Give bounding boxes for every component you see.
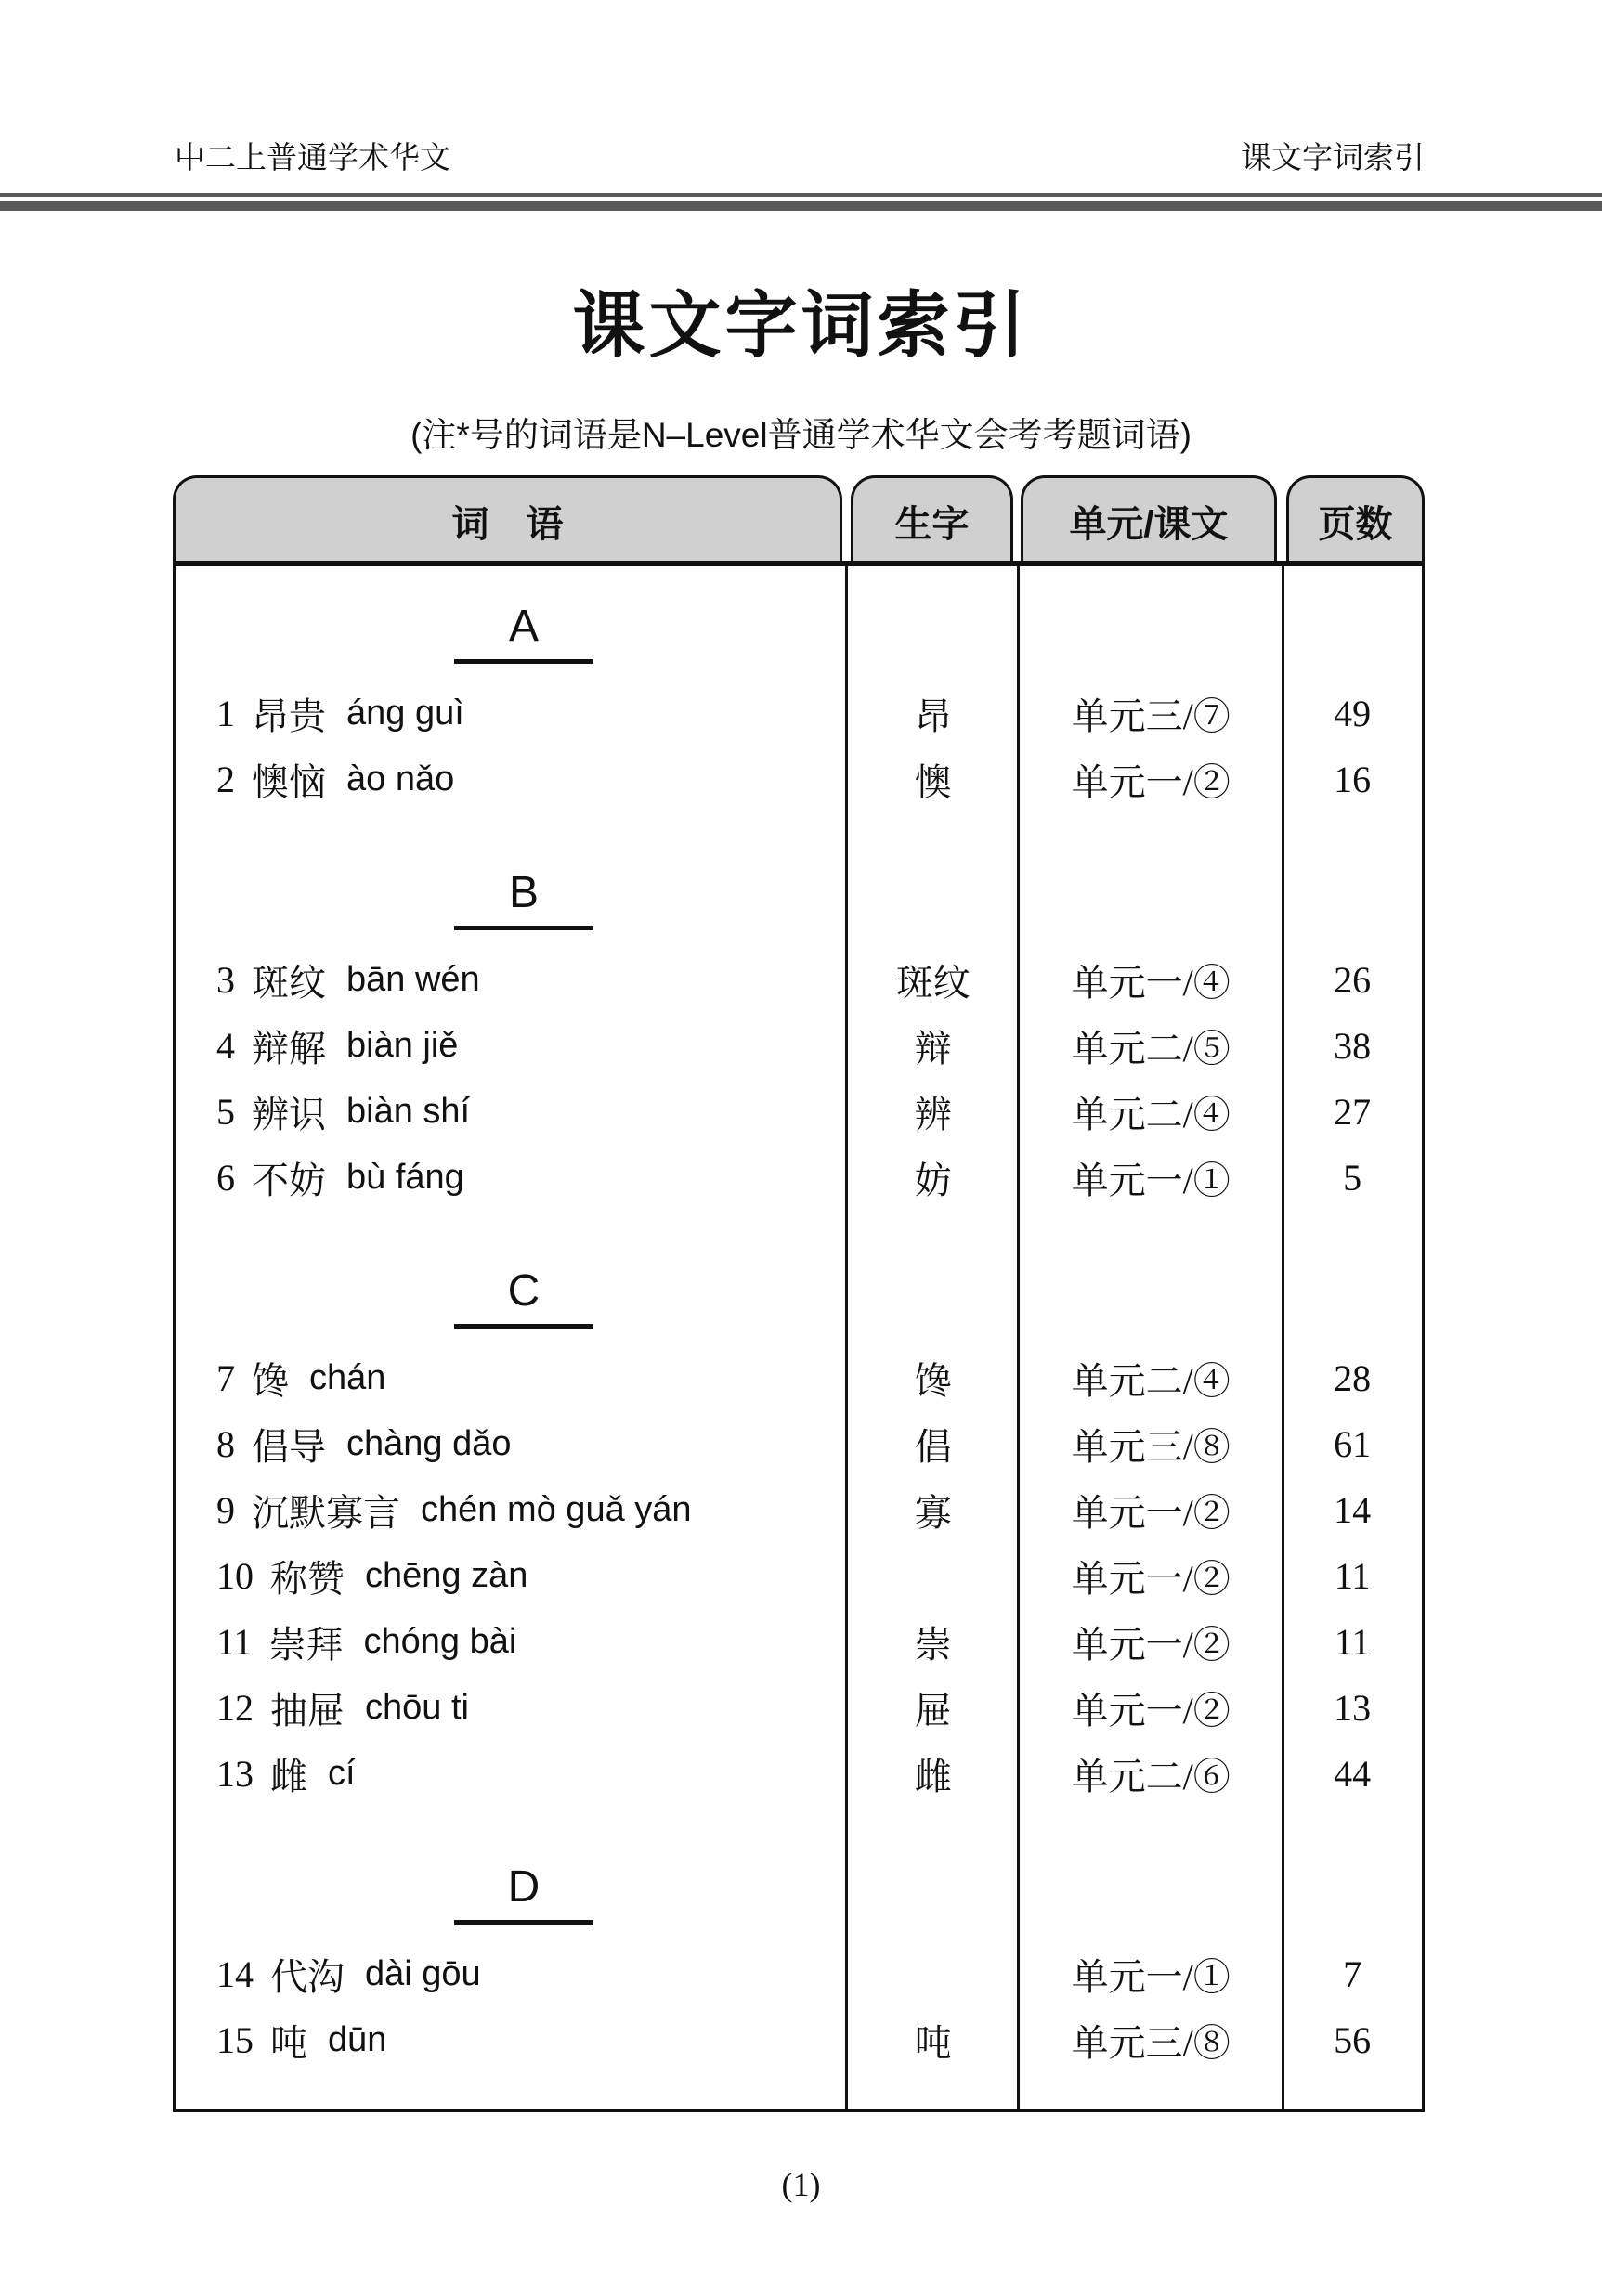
page-subtitle-note: (注*号的词语是N–Level普通学术华文会考考题词语)	[410, 416, 1192, 454]
section-letter: B	[508, 868, 539, 917]
entry-pinyin: chén mò guǎ yán	[421, 1490, 692, 1529]
page-cell: 38	[1334, 1025, 1372, 1067]
page-cell: 56	[1334, 2019, 1372, 2061]
unit-lesson-cell: 单元二/④	[1071, 1360, 1231, 1402]
entry-pinyin: chēng zàn	[365, 1556, 528, 1595]
entry-number: 7	[216, 1357, 235, 1399]
entry-number: 6	[216, 1157, 235, 1199]
word-cell	[176, 1615, 847, 1668]
table-row	[176, 1411, 1422, 1477]
unit-lesson-cell: 单元一/②	[1071, 1492, 1231, 1534]
new-character-cell: 馋	[914, 1360, 952, 1402]
entry-pinyin: chóng bài	[363, 1622, 517, 1661]
column-header-word-label: 词 语	[451, 503, 564, 545]
page-cell: 61	[1334, 1423, 1372, 1465]
entry-word: 昂贵	[252, 695, 326, 737]
section-letter: D	[507, 1862, 541, 1912]
entry-number: 9	[216, 1489, 235, 1531]
word-cell	[176, 1151, 847, 1204]
table-row	[176, 1609, 1422, 1675]
table-row	[176, 681, 1422, 746]
section-header	[176, 833, 1422, 947]
table-row	[176, 1345, 1422, 1411]
entry-word: 斑纹	[252, 962, 326, 1004]
section-letter: C	[507, 1266, 541, 1316]
new-character-cell: 辨	[914, 1094, 952, 1135]
entry-word: 吨	[270, 2022, 307, 2064]
table-row	[176, 1477, 1422, 1543]
column-divider	[1017, 566, 1020, 2112]
entry-word: 代沟	[270, 1956, 345, 1998]
table-row	[176, 1145, 1422, 1211]
entry-number: 14	[216, 1953, 254, 1995]
entry-number: 11	[216, 1621, 253, 1663]
entry-number: 1	[216, 693, 235, 734]
entry-word: 辨识	[252, 1094, 326, 1135]
header-rule-thick	[0, 201, 1602, 211]
page-cell: 7	[1343, 1953, 1362, 1995]
section-letter: A	[508, 602, 539, 651]
entry-word: 辩解	[252, 1028, 326, 1070]
unit-lesson-cell: 单元三/⑦	[1071, 695, 1231, 737]
entry-word: 称赞	[270, 1558, 345, 1600]
page-number: (1)	[781, 2166, 821, 2203]
section-header	[176, 1231, 1422, 1345]
entry-pinyin: bān wén	[346, 960, 480, 999]
page-cell: 14	[1334, 1489, 1372, 1531]
table-row	[176, 1013, 1422, 1079]
page-cell: 13	[1334, 1687, 1372, 1729]
column-divider	[845, 566, 848, 2112]
page-cell: 28	[1334, 1357, 1372, 1399]
column-header-page	[1286, 475, 1425, 564]
entry-word: 雌	[270, 1756, 307, 1797]
entry-number: 12	[216, 1687, 254, 1729]
entry-pinyin: dài gōu	[365, 1954, 481, 1993]
entry-pinyin: chōu ti	[365, 1688, 469, 1727]
new-character-cell: 妨	[914, 1160, 952, 1201]
new-character-cell: 昂	[914, 695, 952, 737]
word-cell	[176, 1681, 847, 1734]
running-header-section: 课文字词索引	[1241, 140, 1425, 175]
entry-number: 5	[216, 1091, 235, 1133]
word-cell	[176, 2014, 847, 2067]
table-row	[176, 2007, 1422, 2073]
unit-lesson-cell: 单元一/④	[1071, 962, 1231, 1004]
entry-number: 3	[216, 959, 235, 1001]
index-table-body	[176, 566, 1422, 2073]
table-row	[176, 746, 1422, 812]
new-character-cell: 寡	[914, 1492, 952, 1534]
column-header-unit-label: 单元/课文	[1069, 503, 1229, 545]
entry-number: 10	[216, 1555, 254, 1597]
table-row	[176, 1675, 1422, 1741]
table-row	[176, 947, 1422, 1013]
unit-lesson-cell: 单元一/②	[1071, 1558, 1231, 1600]
unit-lesson-cell: 单元一/②	[1071, 1624, 1231, 1666]
section-header	[176, 566, 1422, 681]
table-row	[176, 1079, 1422, 1145]
entry-pinyin: chán	[309, 1358, 386, 1397]
word-cell	[176, 753, 847, 806]
new-character-cell: 斑纹	[895, 962, 970, 1004]
unit-lesson-cell: 单元三/⑧	[1071, 1426, 1231, 1468]
entry-word: 不妨	[252, 1160, 326, 1201]
table-row	[176, 1941, 1422, 2007]
column-divider	[1282, 566, 1284, 2112]
entry-pinyin: chàng dǎo	[346, 1424, 512, 1463]
entry-word: 抽屉	[270, 1690, 345, 1732]
page-cell: 26	[1334, 959, 1372, 1001]
page-cell: 16	[1334, 759, 1372, 800]
unit-lesson-cell: 单元一/①	[1071, 1956, 1231, 1998]
entry-pinyin: áng guì	[346, 694, 464, 733]
entry-number: 13	[216, 1753, 254, 1795]
word-cell	[176, 1484, 847, 1537]
new-character-cell: 崇	[914, 1624, 952, 1666]
word-cell	[176, 1085, 847, 1138]
entry-number: 4	[216, 1025, 235, 1067]
page-cell: 5	[1343, 1157, 1362, 1199]
word-cell	[176, 953, 847, 1006]
new-character-cell: 雌	[914, 1756, 952, 1797]
word-cell	[176, 1352, 847, 1405]
unit-lesson-cell: 单元二/⑤	[1071, 1028, 1231, 1070]
new-character-cell: 屉	[914, 1690, 952, 1732]
entry-word: 懊恼	[252, 761, 326, 803]
unit-lesson-cell: 单元二/④	[1071, 1094, 1231, 1135]
column-header-char-label: 生字	[894, 503, 970, 545]
word-cell	[176, 1948, 847, 2001]
entry-pinyin: biàn shí	[346, 1092, 471, 1131]
entry-word: 馋	[252, 1360, 289, 1402]
page-cell: 11	[1334, 1555, 1371, 1597]
entry-number: 15	[216, 2019, 254, 2061]
unit-lesson-cell: 单元一/②	[1071, 1690, 1231, 1732]
section-underline	[454, 1324, 593, 1329]
entry-word: 崇拜	[268, 1624, 344, 1666]
entry-number: 8	[216, 1423, 235, 1465]
word-cell	[176, 1019, 847, 1072]
section-underline	[454, 926, 593, 930]
page-cell: 11	[1334, 1621, 1371, 1663]
table-row	[176, 1741, 1422, 1807]
page-cell: 49	[1334, 693, 1372, 734]
column-header-unit	[1021, 475, 1277, 564]
column-header-char	[851, 475, 1013, 564]
word-cell	[176, 1550, 847, 1602]
page-title: 课文字词索引	[572, 284, 1030, 366]
column-header-word	[173, 475, 842, 564]
section-header	[176, 1827, 1422, 1941]
section-underline	[454, 659, 593, 664]
entry-word: 倡导	[252, 1426, 326, 1468]
new-character-cell: 辩	[914, 1028, 952, 1070]
word-cell	[176, 687, 847, 740]
entry-pinyin: dūn	[328, 2020, 387, 2059]
page-cell: 27	[1334, 1091, 1372, 1133]
unit-lesson-cell: 单元一/①	[1071, 1160, 1231, 1201]
new-character-cell: 倡	[914, 1426, 952, 1468]
page-cell: 44	[1334, 1753, 1372, 1795]
entry-pinyin: cí	[328, 1754, 356, 1793]
new-character-cell: 懊	[914, 761, 952, 803]
unit-lesson-cell: 单元二/⑥	[1071, 1756, 1231, 1797]
index-table	[173, 566, 1425, 2112]
word-cell	[176, 1747, 847, 1800]
unit-lesson-cell: 单元三/⑧	[1071, 2022, 1231, 2064]
word-cell	[176, 1418, 847, 1471]
entry-pinyin: ào nǎo	[346, 759, 455, 798]
new-character-cell: 吨	[914, 2022, 952, 2064]
column-header-page-label: 页数	[1318, 503, 1393, 545]
table-row	[176, 1543, 1422, 1609]
unit-lesson-cell: 单元一/②	[1071, 761, 1231, 803]
entry-word: 沉默寡言	[252, 1492, 400, 1534]
header-rule-thin	[0, 193, 1602, 197]
section-underline	[454, 1920, 593, 1925]
running-header-course: 中二上普通学术华文	[175, 140, 450, 175]
entry-pinyin: biàn jiě	[346, 1026, 459, 1065]
entry-number: 2	[216, 759, 235, 800]
entry-pinyin: bù fáng	[346, 1158, 464, 1197]
